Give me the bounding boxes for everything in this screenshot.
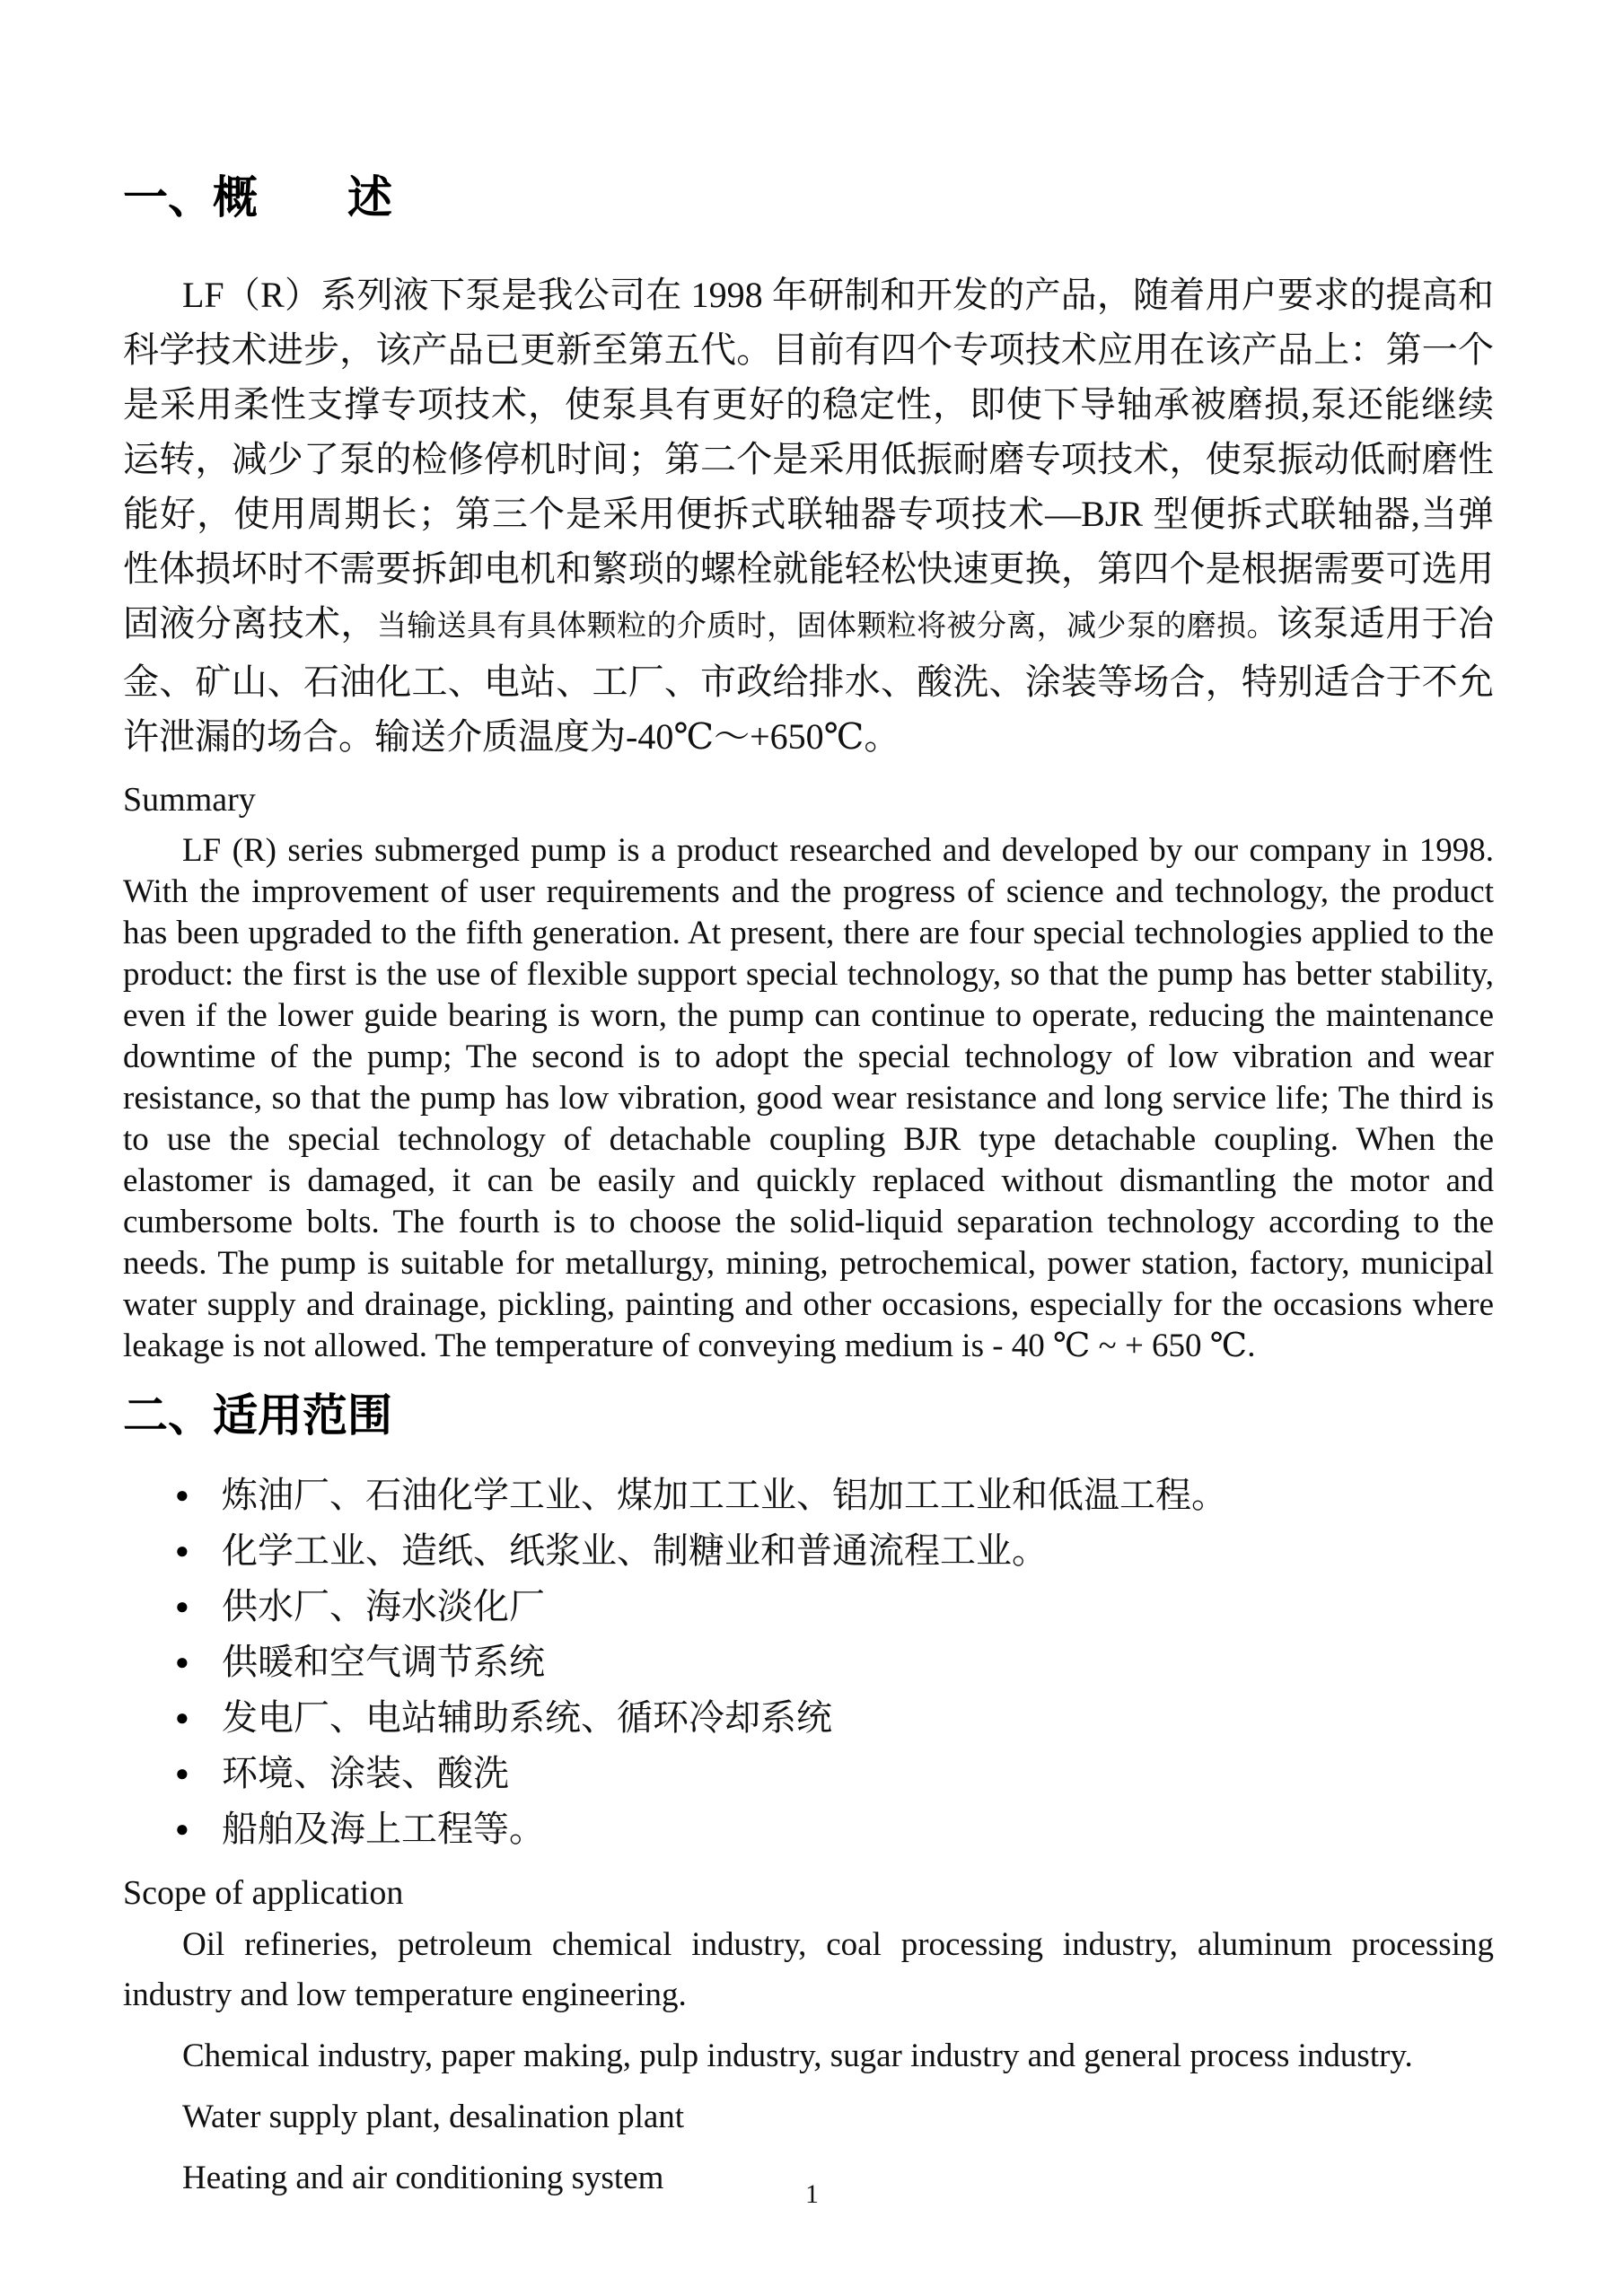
- scope-paragraph: Heating and air conditioning system: [182, 2160, 664, 2196]
- bullet-text: 炼油厂、石油化学工业、煤加工工业、铝加工工业和低温工程。: [222, 1475, 1227, 1515]
- scope-label: Scope of application: [123, 1874, 404, 1912]
- page-number: 1: [805, 2179, 819, 2209]
- bullet-text: 化学工业、造纸、纸浆业、制糖业和普通流程工业。: [222, 1530, 1048, 1571]
- bullet-item: [123, 1579, 1494, 1634]
- bullet-icon: ●: [175, 1760, 189, 1786]
- overview-paragraph-en: LF (R) series submerged pump is a product researched and developed by our company in 1998. With the improvement of user requirements and the progress of science and technology, the product has been upgraded to the fifth generation. At present, there are four special technologies applied to the product: the first is the use of flexible support special technology, so that the pump has better stability, even if the lower guide bearing is worn, the pump can continue to operate, reducing the maintenance downtime of the pump; The second is to adopt the special technology of low vibration and wear resistance, so that the pump has low vibration, good wear resistance and long service life; The third is to use the special technology of detachable coupling BJR type detachable coupling. When the elastomer is damaged, it can be easily and quickly replaced without dismantling the motor and cumbersome bolts. The fourth is to choose the solid-liquid separation technology according to the needs. The pump is suitable for metallurgy, mining, petrochemical, power station, factory, municipal water supply and drainage, pickling, painting and other occasions, especially for the occasions where leakage is not allowed. The temperature of conveying medium is - 40 ℃ ~ + 650 ℃.: [123, 832, 1494, 1364]
- bullet-item: [123, 1801, 1494, 1857]
- bullet-icon: ●: [175, 1704, 189, 1731]
- bullet-item: [123, 1634, 1494, 1690]
- bullet-icon: ●: [175, 1538, 189, 1564]
- overview-cn-normal-1: LF（R）系列液下泵是我公司在 1998 年研制和开发的产品，随着用户要求的提高和科学技术进步，该产品已更新至第五代。目前有四个专项技术应用在该产品上：第一个是采用柔性支撑专项技术，使泵具有更好的稳定性，即使下导轴承被磨损,泵还能继续运转，减少了泵的检修停机时间；第二个是采用低振耐磨专项技术，使泵振动低耐磨性能好，使用周期长；第三个是采用便拆式联轴器专项技术—BJR 型便拆式联轴器,当弹性体损坏时不需要拆卸电机和繁琐的螺栓就能轻松快速更换，第四个是根据需要可选用固液分离技术，: [123, 275, 1494, 644]
- bullet-text: 船舶及海上工程等。: [222, 1809, 545, 1849]
- bullet-icon: ●: [175, 1593, 189, 1619]
- bullet-text: 环境、涂装、酸洗: [222, 1753, 509, 1793]
- summary-label: Summary: [123, 781, 256, 819]
- scope-paragraph: Chemical industry, paper making, pulp industry, sugar industry and general process industry.: [182, 2037, 1413, 2074]
- bullet-text: 供水厂、海水淡化厂: [222, 1586, 545, 1626]
- bullet-text: 供暖和空气调节系统: [222, 1642, 545, 1682]
- bullet-item: [123, 1690, 1494, 1746]
- bullet-item: [123, 1523, 1494, 1579]
- bullet-text: 发电厂、电站辅助系统、循环冷却系统: [222, 1697, 832, 1738]
- section2-heading: 二、适用范围: [123, 1390, 392, 1441]
- bullet-icon: ●: [175, 1816, 189, 1842]
- scope-paragraph: Oil refineries, petroleum chemical industry, coal processing industry, aluminum processing industry and low temperature engineering.: [123, 1926, 1494, 2013]
- overview-cn-small: 当输送具有具体颗粒的介质时，固体颗粒将被分离，减少泵的磨损。: [376, 610, 1277, 643]
- application-bullet-list: [123, 1468, 1494, 1857]
- bullet-item: [123, 1746, 1494, 1801]
- scope-paragraph: Water supply plant, desalination plant: [182, 2099, 685, 2135]
- section1-heading: 一、概 述: [123, 172, 392, 223]
- overview-cn-normal-2: 该泵适用于冶金、矿山、石油化工、电站、工厂、市政给排水、酸洗、涂装等场合，特别适合于不允许泄漏的场合。输送介质温度为-40℃～+650℃。: [123, 603, 1495, 757]
- bullet-item: [123, 1468, 1494, 1523]
- bullet-icon: ●: [175, 1649, 189, 1675]
- overview-paragraph-cn: [123, 267, 1494, 764]
- bullet-icon: ●: [175, 1482, 189, 1508]
